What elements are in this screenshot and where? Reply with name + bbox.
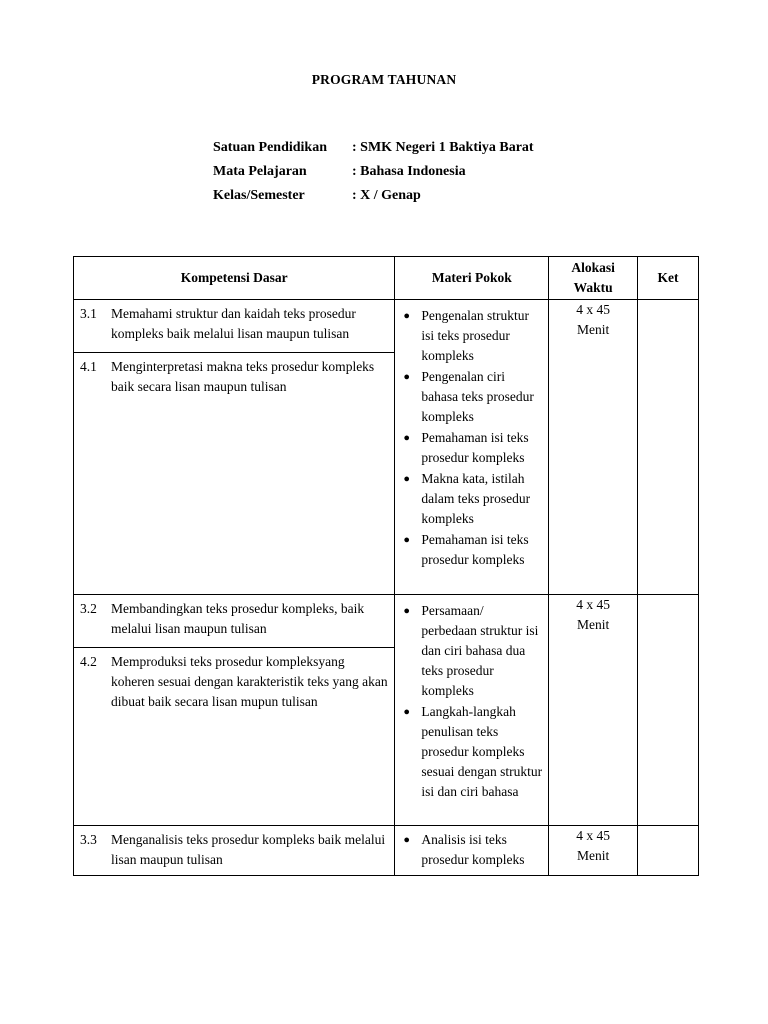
info-label: Satuan Pendidikan — [213, 140, 327, 155]
materi-item — [403, 530, 542, 570]
materi-cell — [395, 300, 549, 595]
info-label: Kelas/Semester — [213, 188, 305, 203]
materi-text: Langkah-langkah penulisan teks prosedur kompleks sesuai dengan struktur isi dan ciri bahasa — [421, 704, 543, 799]
kd-text: Membandingkan teks prosedur kompleks, baik melalui lisan maupun tulisan — [111, 601, 365, 636]
kd-item — [74, 353, 394, 397]
materi-item — [403, 428, 542, 468]
identity-block — [213, 140, 534, 212]
kd-text: Menganalisis teks prosedur kompleks baik melalui lisan maupun tulisan — [111, 832, 386, 867]
materi-text: Makna kata, istilah dalam teks prosedur kompleks — [421, 471, 531, 526]
alokasi-cell — [549, 595, 638, 826]
kd-text: Menginterpretasi makna teks prosedur kompleks baik secara lisan maupun tulisan — [111, 359, 375, 394]
page-title: PROGRAM TAHUNAN — [311, 72, 457, 87]
header-alokasi-line2: Waktu — [573, 280, 613, 295]
alokasi-value: 4 x 45 — [576, 828, 611, 843]
ket-cell — [638, 826, 699, 876]
table-row — [74, 300, 699, 595]
info-value: : X / Genap — [352, 188, 421, 203]
kd-number: 4.2 — [80, 654, 97, 669]
ket-cell — [638, 300, 699, 595]
materi-item — [403, 601, 542, 701]
kd-number: 3.3 — [80, 832, 97, 847]
info-row-mata-pelajaran — [213, 164, 534, 188]
alokasi-unit: Menit — [577, 848, 610, 863]
materi-text: Persamaan/ perbedaan struktur isi dan ciri bahasa dua teks prosedur kompleks — [421, 603, 539, 698]
info-row-kelas-semester — [213, 188, 534, 212]
header-kompetensi-dasar: Kompetensi Dasar — [74, 257, 395, 300]
materi-text: Pengenalan struktur isi teks prosedur kompleks — [421, 308, 530, 363]
bullet-icon: ● — [403, 432, 411, 444]
materi-text: Analisis isi teks prosedur kompleks — [421, 832, 525, 867]
kd-text: Memproduksi teks prosedur kompleksyang koheren sesuai dengan karakteristik teks yang akan dibuat baik secara lisan mupun tulisan — [111, 654, 388, 709]
materi-text: Pemahaman isi teks prosedur kompleks — [421, 430, 529, 465]
bullet-icon: ● — [403, 706, 411, 718]
materi-item — [403, 306, 542, 366]
bullet-icon: ● — [403, 473, 411, 485]
materi-list — [395, 300, 548, 579]
header-ket: Ket — [638, 257, 699, 300]
kd-text: Memahami struktur dan kaidah teks prosedur kompleks baik melalui lisan maupun tulisan — [111, 306, 356, 341]
materi-cell — [395, 826, 549, 876]
header-alokasi-waktu — [549, 257, 638, 300]
info-label: Mata Pelajaran — [213, 164, 307, 179]
materi-item — [403, 702, 542, 802]
materi-text: Pengenalan ciri bahasa teks prosedur kompleks — [421, 369, 534, 424]
kd-cell — [74, 300, 395, 595]
bullet-icon: ● — [403, 310, 411, 322]
materi-text: Pemahaman isi teks prosedur kompleks — [421, 532, 529, 567]
kd-item — [74, 595, 394, 639]
materi-list — [395, 826, 548, 873]
materi-item — [403, 830, 542, 870]
kd-item — [74, 300, 394, 344]
header-materi-pokok: Materi Pokok — [395, 257, 549, 300]
kd-cell — [74, 826, 395, 876]
alokasi-unit: Menit — [577, 322, 610, 337]
materi-list — [395, 595, 548, 811]
info-value: : SMK Negeri 1 Baktiya Barat — [352, 140, 534, 155]
alokasi-value: 4 x 45 — [576, 302, 611, 317]
alokasi-value: 4 x 45 — [576, 597, 611, 612]
kd-item — [74, 826, 394, 870]
program-table — [73, 256, 699, 876]
kd-number: 4.1 — [80, 359, 97, 374]
alokasi-cell — [549, 826, 638, 876]
alokasi-cell — [549, 300, 638, 595]
bullet-icon: ● — [403, 605, 411, 617]
bullet-icon: ● — [403, 534, 411, 546]
header-alokasi-line1: Alokasi — [571, 260, 615, 275]
materi-cell — [395, 595, 549, 826]
table-row — [74, 595, 699, 826]
bullet-icon: ● — [403, 834, 411, 846]
kd-number: 3.2 — [80, 601, 97, 616]
info-row-satuan-pendidikan — [213, 140, 534, 164]
kd-item — [74, 648, 394, 712]
info-value: : Bahasa Indonesia — [352, 164, 466, 179]
alokasi-unit: Menit — [577, 617, 610, 632]
materi-item — [403, 367, 542, 427]
materi-item — [403, 469, 542, 529]
bullet-icon: ● — [403, 371, 411, 383]
kd-cell — [74, 595, 395, 826]
table-row — [74, 826, 699, 876]
ket-cell — [638, 595, 699, 826]
table-header-row — [74, 257, 699, 300]
kd-number: 3.1 — [80, 306, 97, 321]
